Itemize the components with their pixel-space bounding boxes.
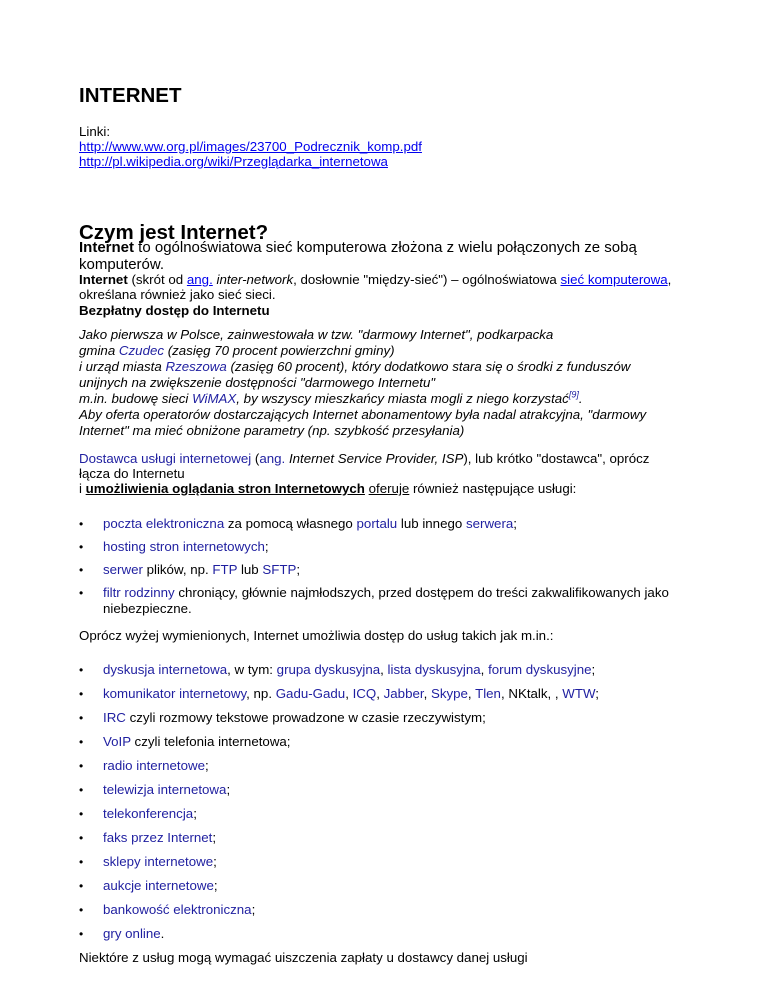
term-wimax[interactable]: WiMAX <box>192 391 237 406</box>
definition-line-1: Internet to ogólnoświatowa sieć komputerowa złożona z wielu połączonych ze sobą <box>79 239 637 256</box>
term-komunikator[interactable]: komunikator internetowy <box>103 686 247 701</box>
definition2-line-2: określana również jako sieć sieci. <box>79 287 276 302</box>
section-title: Czym jest Internet? <box>79 221 269 244</box>
term-jabber[interactable]: Jabber <box>383 686 424 701</box>
definition2-line-1: Internet (skrót od ang. inter-network, dosłownie "między-sieć") – ogólnoświatowa sieć komputerowa, <box>79 272 672 287</box>
term-ang[interactable]: ang. <box>259 451 286 466</box>
term-hosting[interactable]: hosting stron internetowych <box>103 539 265 554</box>
bullet-icon: • <box>79 517 84 531</box>
isp-line-2: łącza do Internetu <box>79 466 185 481</box>
bullet-icon: • <box>79 735 84 749</box>
term-skype[interactable]: Skype <box>430 686 468 701</box>
term-wtw[interactable]: WTW <box>562 686 596 701</box>
term-icq[interactable]: ICQ <box>352 686 377 701</box>
link-ang[interactable]: ang. <box>186 272 213 287</box>
free-line-1: Jako pierwsza w Polsce, zainwestowała w tzw. "darmowy Internet", podkarpacka <box>79 327 554 342</box>
term-poczta[interactable]: poczta elektroniczna <box>103 516 225 531</box>
bullet-icon: • <box>79 783 84 797</box>
term-ftp[interactable]: FTP <box>212 562 238 577</box>
definition-line-2: komputerów. <box>79 256 165 273</box>
term-irc[interactable]: IRC <box>103 710 126 725</box>
bullet-icon: • <box>79 807 84 821</box>
bullet-icon: • <box>79 879 84 893</box>
free-access-heading: Bezpłatny dostęp do Internetu <box>79 303 270 318</box>
footer-note: Niektóre z usług mogą wymagać uiszczenia zapłaty u dostawcy danej usługi <box>79 950 528 965</box>
page-title: INTERNET <box>79 84 182 107</box>
term-serwer[interactable]: serwera <box>465 516 514 531</box>
bullet-icon: • <box>79 855 84 869</box>
link-wikipedia[interactable]: http://pl.wikipedia.org/wiki/Przeglądarka_internetowa <box>79 154 388 169</box>
term-sklepy[interactable]: sklepy internetowe <box>103 854 214 869</box>
term-faks[interactable]: faks przez Internet <box>103 830 213 845</box>
term-voip[interactable]: VoIP <box>103 734 131 749</box>
term-sftp[interactable]: SFTP <box>262 562 297 577</box>
bullet-icon: • <box>79 663 84 677</box>
free-line-7: Internet" ma mieć obniżone parametry (np. szybkość przesyłania) <box>79 423 465 438</box>
free-line-2: gmina Czudec (zasięg 70 procent powierzchni gminy) <box>79 343 395 358</box>
term-radio[interactable]: radio internetowe <box>103 758 206 773</box>
term-isp[interactable]: Dostawca usługi internetowej <box>79 451 252 466</box>
bullet-icon: • <box>79 759 84 773</box>
free-line-4: unijnych na zwiększenie dostępności "darmowego Internetu" <box>79 375 436 390</box>
link-podrecznik[interactable]: http://www.ww.org.pl/images/23700_Podrecznik_komp.pdf <box>79 139 422 154</box>
term-gadu[interactable]: Gadu-Gadu <box>275 686 346 701</box>
bullet-icon: • <box>79 586 84 600</box>
bullet-icon: • <box>79 563 84 577</box>
term-bankowosc[interactable]: bankowość elektroniczna <box>103 902 252 917</box>
term-telewizja[interactable]: telewizja internetowa <box>103 782 227 797</box>
free-line-5: m.in. budowę sieci WiMAX, by wszyscy mieszkańcy miasta mogli z niego korzystać[9]. <box>79 389 583 406</box>
term-gry[interactable]: gry online <box>103 926 161 941</box>
free-line-6: Aby oferta operatorów dostarczających Internet abonamentowy była nadal atrakcyjna, "darmowy <box>79 407 647 422</box>
document-page: INTERNET Linki: http://www.ww.org.pl/images/23700_Podrecznik_komp.pdf http://pl.wikipedia.org/wiki/Przeglądarka_internetowa Czym jest Internet? Internet to ogólnoświatowa sieć komputerowa złożona z wielu połączonych ze sobą komputerów. Internet (skrót od ang. inter-network, dosłownie "między-sieć") – ogólnoświatowa sieć komputerowa, określana również jako sieć sieci. Bezpłatny dostęp do Internetu Jako pierwsza w Polsce, zainwestowała w tzw. "darmowy Internet", podkarpacka gmina Czudec (zasięg 70 procent powierzchni gminy) i urząd miasta Rzeszowa (zasięg 60 procent), który dodatkowo stara się o środki z funduszów unijnych na zwiększenie dostępności "darmowego Internetu" m.in. budowę sieci WiMAX, by wszyscy mieszkańcy miasta mogli z niego korzystać[9]. Aby oferta operatorów dostarczających Internet abonamentowy była nadal atrakcyjna, "darmowy Internet" ma mieć obniżone parametry (np. szybkość przesyłania) Dostawca usługi internetowej (ang. Internet Service Provider, ISP), lub krótko "dostawca", oprócz łącza do Internetu i umożliwienia oglądania stron Internetowych oferuje również następujące usługi: • poczta elektroniczna za pomocą własnego portalu lub innego serwera; • hosting stron internetowych; • serwer plików, np. FTP lub SFTP; • filtr rodzinny chroniący, głównie najmłodszych, przed dostępem do treści zakwalifikowanych jako niebezpieczne. Oprócz wyżej wymienionych, Internet umożliwia dostęp do usług takich jak m.in.: • dyskusja internetowa, w tym: grupa dyskusyjna, lista dyskusyjna, forum dyskusyjne; • komunikator internetowy, np. Gadu-Gadu, ICQ, Jabber, Skype, Tlen, NKtalk, , WTW; • IRC czyli rozmowy tekstowe prowadzone w czasie rzeczywistym; • VoIP czyli telefonia internetowa; • radio internetowe; • telewizja internetowa; • telekonferencja; • faks przez Internet; • sklepy internetowe; • aukcje internetowe; • bankowość elektroniczna; • gry online. Niektóre z usług mogą wymagać uiszczenia zapłaty u dostawcy danej usługi <box>79 84 672 965</box>
term-aukcje[interactable]: aukcje internetowe <box>103 878 214 893</box>
term-filtr[interactable]: filtr rodzinny <box>103 585 175 600</box>
links-label: Linki: <box>79 124 111 139</box>
term-grupa[interactable]: grupa dyskusyjna <box>276 662 381 677</box>
other-services-intro: Oprócz wyżej wymienionych, Internet umożliwia dostęp do usług takich jak m.in.: <box>79 628 554 643</box>
link-siec-komputerowa[interactable]: sieć komputerowa <box>560 272 668 287</box>
term-dyskusja[interactable]: dyskusja internetowa <box>103 662 228 677</box>
term-telekonferencja[interactable]: telekonferencja <box>103 806 194 821</box>
isp-line-3: i umożliwienia oglądania stron Internetowych oferuje również następujące usługi: <box>79 481 577 496</box>
bullet-icon: • <box>79 540 84 554</box>
bullet-icon: • <box>79 687 84 701</box>
term-tlen[interactable]: Tlen <box>475 686 501 701</box>
term-portal[interactable]: portalu <box>356 516 398 531</box>
term-forum[interactable]: forum dyskusyjne <box>488 662 592 677</box>
term-serwer-plikow[interactable]: serwer <box>103 562 143 577</box>
free-line-3: i urząd miasta Rzeszowa (zasięg 60 procent), który dodatkowo stara się o środki z funduszów <box>79 359 631 374</box>
footnote-ref[interactable]: [9] <box>568 389 579 400</box>
term-czudec[interactable]: Czudec <box>118 343 165 358</box>
bullet-icon: • <box>79 831 84 845</box>
term-rzeszow[interactable]: Rzeszowa <box>165 359 227 374</box>
isp-line-1: Dostawca usługi internetowej (ang. Internet Service Provider, ISP), lub krótko "dostawca", oprócz <box>79 451 650 466</box>
term-lista[interactable]: lista dyskusyjna <box>387 662 481 677</box>
bullet-icon: • <box>79 903 84 917</box>
bullet-icon: • <box>79 927 84 941</box>
bullet-icon: • <box>79 711 84 725</box>
